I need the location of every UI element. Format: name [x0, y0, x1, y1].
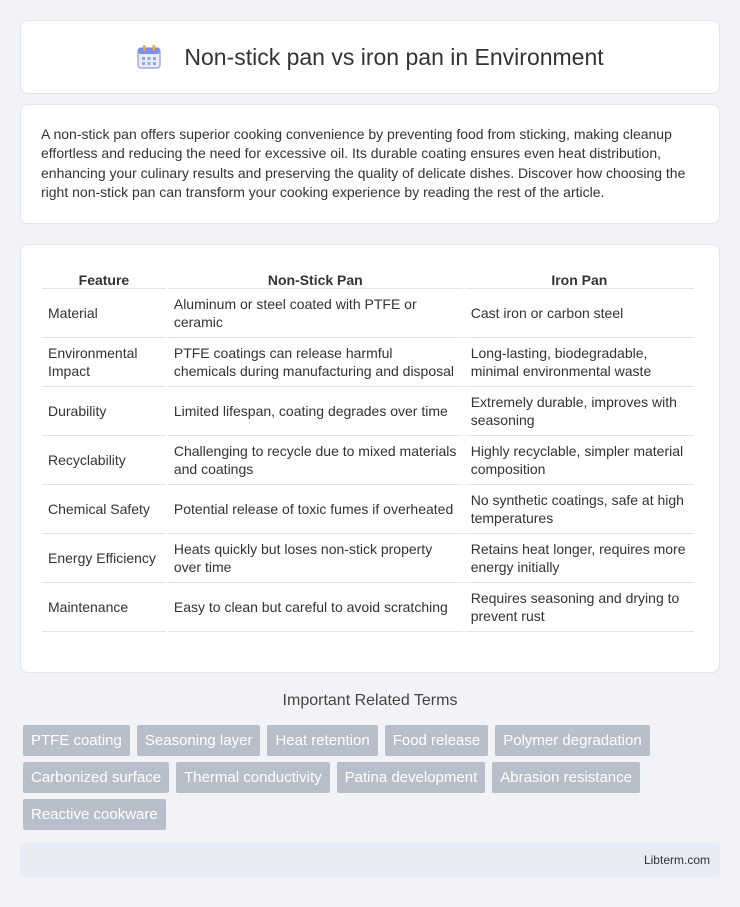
term-tag[interactable]: Heat retention	[267, 725, 377, 756]
table-row	[42, 534, 694, 583]
table-cell: Easy to clean but careful to avoid scratching	[168, 583, 463, 632]
related-terms-list	[23, 725, 723, 836]
table-cell: Environmental Impact	[42, 338, 166, 387]
related-terms-title: Important Related Terms	[282, 692, 458, 709]
table-cell: Long-lasting, biodegradable, minimal environmental waste	[465, 338, 694, 387]
intro-text: A non-stick pan offers superior cooking convenience by preventing food from sticking, making cleanup effortless and reducing the need for excessive oil. Its durable coating ensures even heat distribution, enhancing your culinary results and preserving the quality of delicate dishes. Discover how choosing the right non-stick pan can transform your cooking experience by reading the rest of the article.	[41, 126, 686, 201]
table-cell: Extremely durable, improves with seasoning	[465, 387, 694, 436]
column-header: Iron Pan	[465, 265, 694, 289]
table-cell: Maintenance	[42, 583, 166, 632]
column-header: Non-Stick Pan	[168, 265, 463, 289]
table-cell: Requires seasoning and drying to prevent rust	[465, 583, 694, 632]
footer	[20, 843, 720, 877]
table-row	[42, 289, 694, 338]
table-cell: Material	[42, 289, 166, 338]
table-row	[42, 338, 694, 387]
page-title: Non-stick pan vs iron pan in Environment	[184, 43, 604, 70]
table-cell: Aluminum or steel coated with PTFE or ceramic	[168, 289, 463, 338]
table-cell: Potential release of toxic fumes if overheated	[168, 485, 463, 534]
table-row	[42, 436, 694, 485]
table-cell: Retains heat longer, requires more energy initially	[465, 534, 694, 583]
table-row	[42, 583, 694, 632]
term-tag[interactable]: Polymer degradation	[495, 725, 649, 756]
footer-link[interactable]: Libterm.com	[643, 853, 710, 867]
table-header-row	[42, 265, 694, 289]
table-cell: Challenging to recycle due to mixed materials and coatings	[168, 436, 463, 485]
table-cell: Energy Efficiency	[42, 534, 166, 583]
calendar-icon	[136, 44, 162, 70]
header-card	[20, 20, 720, 94]
column-header: Feature	[42, 265, 166, 289]
term-tag[interactable]: Thermal conductivity	[176, 762, 330, 793]
comparison-card	[20, 244, 720, 673]
comparison-table	[40, 265, 696, 632]
term-tag[interactable]: PTFE coating	[23, 725, 130, 756]
term-tag[interactable]: Patina development	[337, 762, 486, 793]
term-tag[interactable]: Food release	[385, 725, 489, 756]
intro-card	[20, 104, 720, 224]
table-cell: No synthetic coatings, safe at high temperatures	[465, 485, 694, 534]
table-row	[42, 387, 694, 436]
table-cell: Highly recyclable, simpler material composition	[465, 436, 694, 485]
table-cell: Heats quickly but loses non-stick property over time	[168, 534, 463, 583]
term-tag[interactable]: Reactive cookware	[23, 799, 166, 830]
table-cell: Recyclability	[42, 436, 166, 485]
table-cell: Limited lifespan, coating degrades over time	[168, 387, 463, 436]
table-cell: Durability	[42, 387, 166, 436]
term-tag[interactable]: Seasoning layer	[137, 725, 261, 756]
table-row	[42, 485, 694, 534]
table-cell: Chemical Safety	[42, 485, 166, 534]
table-cell: PTFE coatings can release harmful chemicals during manufacturing and disposal	[168, 338, 463, 387]
term-tag[interactable]: Carbonized surface	[23, 762, 169, 793]
term-tag[interactable]: Abrasion resistance	[492, 762, 640, 793]
table-cell: Cast iron or carbon steel	[465, 289, 694, 338]
